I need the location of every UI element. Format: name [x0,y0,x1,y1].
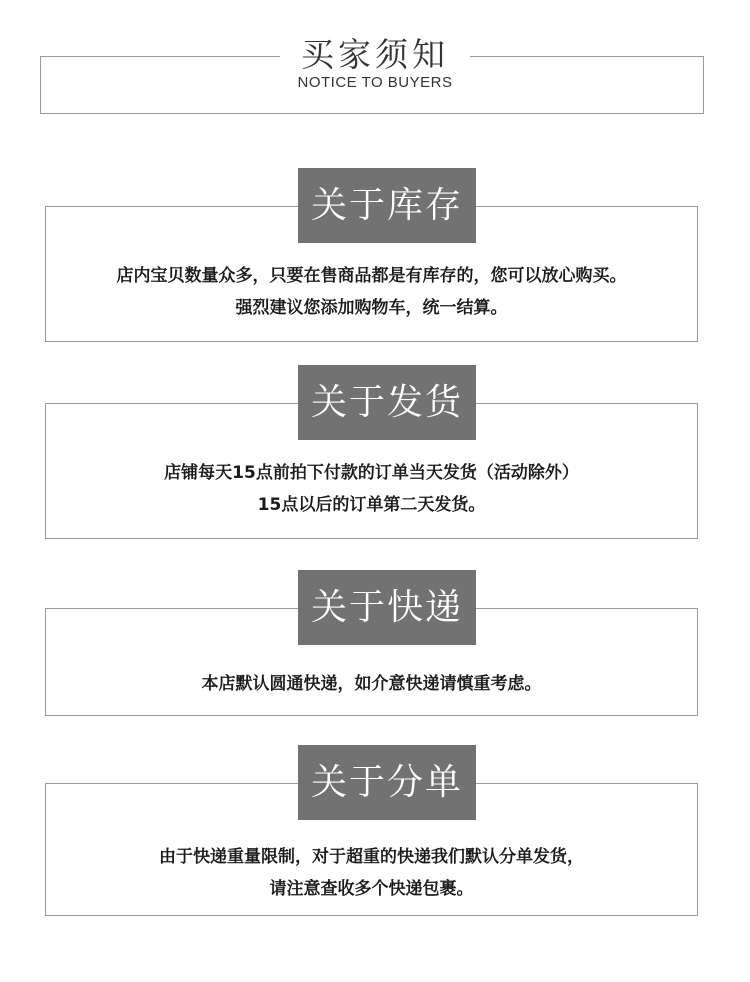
section-courier-line-1: 本店默认圆通快递，如介意快递请慎重考虑。 [201,674,542,694]
section-courier-title: 关于快递 [298,570,476,645]
section-stock-body [45,260,698,324]
page-subtitle: NOTICE TO BUYERS [297,74,453,91]
section-split-order-body [45,841,698,905]
section-shipping-line-1: 店铺每天15点前拍下付款的订单当天发货（活动除外） [164,463,579,483]
section-shipping-body [45,457,698,521]
section-split-order-line-1: 由于快递重量限制，对于超重的快递我们默认分单发货， [159,847,584,867]
section-courier [45,570,698,718]
section-shipping-title: 关于发货 [298,365,476,440]
page-title: 买家须知 [280,34,470,76]
section-shipping [45,365,698,540]
section-stock-title: 关于库存 [298,168,476,243]
section-split-order-line-2: 请注意查收多个快递包裹。 [269,879,474,899]
section-shipping-line-2: 15点以后的订单第二天发货。 [257,495,486,515]
section-stock-line-2: 强烈建议您添加购物车，统一结算。 [235,298,508,318]
section-courier-body [45,668,698,700]
section-split-order-title: 关于分单 [298,745,476,820]
section-split-order [45,745,698,917]
section-stock-line-1: 店内宝贝数量众多，只要在售商品都是有库存的，您可以放心购买。 [116,266,627,286]
section-stock [45,168,698,343]
